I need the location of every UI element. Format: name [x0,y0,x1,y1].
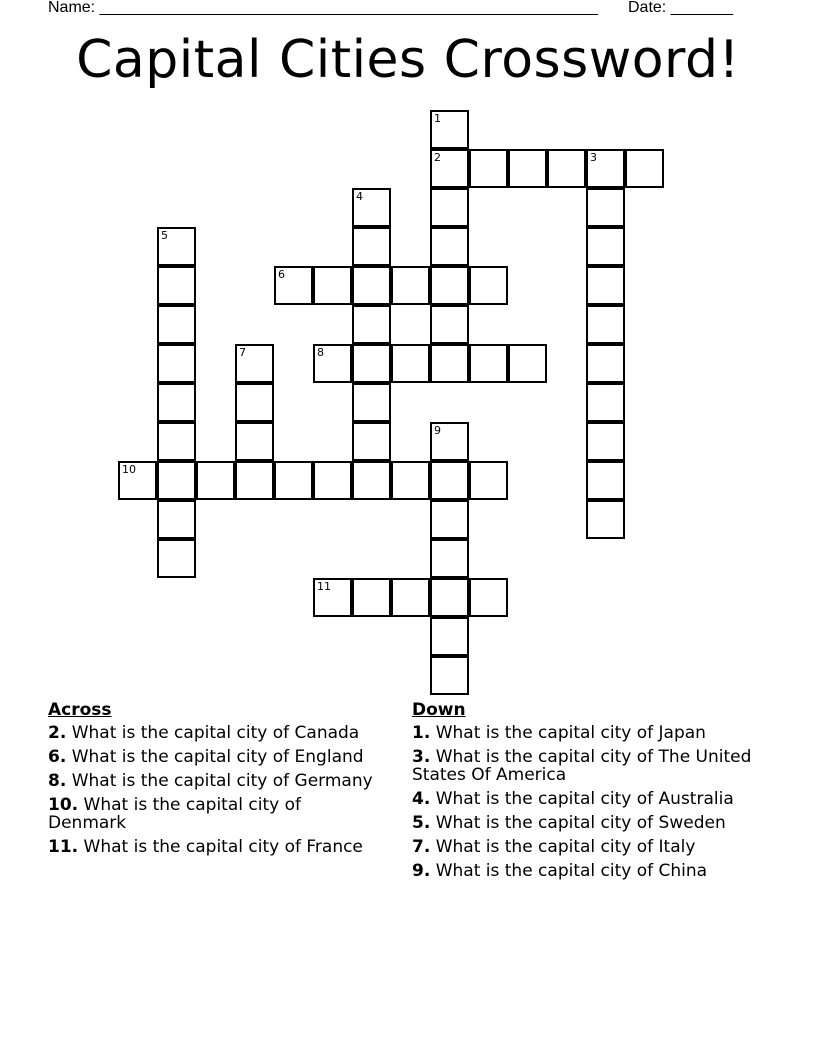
clue-number: 8. [48,771,67,791]
clue-number: 3. [412,747,431,767]
crossword-cell[interactable] [430,344,469,383]
across-heading: Across [48,700,112,720]
crossword-cell[interactable] [430,227,469,266]
crossword-cell[interactable] [118,461,157,500]
crossword-cell[interactable] [157,500,196,539]
crossword-cell[interactable] [352,266,391,305]
down-clues [412,700,772,886]
crossword-cell[interactable] [157,344,196,383]
clue-number-label: 3 [590,151,597,164]
clue-text: What is the capital city of The United States Of America [412,747,752,785]
name-field-label[interactable]: Name: ________________________________________________________ [48,0,598,16]
clue-text: What is the capital city of France [83,837,363,857]
crossword-cell[interactable] [235,383,274,422]
crossword-cell[interactable] [157,461,196,500]
clue-number: 2. [48,723,67,743]
crossword-cell[interactable] [157,227,196,266]
crossword-cell[interactable] [469,578,508,617]
clue-number: 10. [48,795,79,815]
clue-down-4 [412,790,772,808]
clue-across-8 [48,772,378,790]
clue-number: 7. [412,837,431,857]
crossword-cell[interactable] [430,500,469,539]
crossword-cell[interactable] [430,305,469,344]
clue-across-2 [48,724,378,742]
crossword-cell[interactable] [430,110,469,149]
clue-across-10 [48,796,378,832]
date-field-label[interactable]: Date: _______ [628,0,733,16]
crossword-cell[interactable] [157,305,196,344]
crossword-cell[interactable] [157,266,196,305]
clue-number-label: 6 [278,268,285,281]
crossword-cell[interactable] [430,266,469,305]
clue-across-6 [48,748,378,766]
crossword-cell[interactable] [586,344,625,383]
crossword-cell[interactable] [430,656,469,695]
crossword-cell[interactable] [391,461,430,500]
clue-down-1 [412,724,772,742]
crossword-cell[interactable] [391,266,430,305]
crossword-cell[interactable] [625,149,664,188]
crossword-cell[interactable] [352,578,391,617]
crossword-cell[interactable] [352,344,391,383]
crossword-cell[interactable] [391,578,430,617]
crossword-cell[interactable] [430,461,469,500]
down-heading: Down [412,700,466,720]
crossword-cell[interactable] [235,344,274,383]
crossword-cell[interactable] [586,266,625,305]
crossword-cell[interactable] [430,617,469,656]
clue-number: 6. [48,747,67,767]
clue-text: What is the capital city of Denmark [48,795,301,833]
clue-down-9 [412,862,772,880]
crossword-cell[interactable] [352,305,391,344]
crossword-cell[interactable] [157,383,196,422]
crossword-cell[interactable] [235,422,274,461]
clue-number-label: 7 [239,346,246,359]
crossword-cell[interactable] [274,266,313,305]
crossword-cell[interactable] [352,227,391,266]
clue-text: What is the capital city of Sweden [435,813,726,833]
clue-text: What is the capital city of China [435,861,708,881]
clue-number: 11. [48,837,79,857]
crossword-cell[interactable] [586,188,625,227]
crossword-cell[interactable] [586,461,625,500]
crossword-cell[interactable] [157,422,196,461]
crossword-cell[interactable] [313,578,352,617]
clue-text: What is the capital city of Japan [435,723,706,743]
clue-number: 4. [412,789,431,809]
crossword-cell[interactable] [430,149,469,188]
crossword-cell[interactable] [430,422,469,461]
crossword-cell[interactable] [586,227,625,266]
clue-text: What is the capital city of Australia [435,789,734,809]
clue-text: What is the capital city of England [71,747,364,767]
crossword-cell[interactable] [430,578,469,617]
crossword-cell[interactable] [352,383,391,422]
crossword-cell[interactable] [586,422,625,461]
crossword-cell[interactable] [430,188,469,227]
crossword-cell[interactable] [274,461,313,500]
crossword-cell[interactable] [235,461,274,500]
clue-down-7 [412,838,772,856]
page-title: Capital Cities Crossword! [76,30,740,90]
crossword-cell[interactable] [352,188,391,227]
clue-number-label: 11 [317,580,331,593]
crossword-cell[interactable] [430,539,469,578]
clue-number: 9. [412,861,431,881]
crossword-cell[interactable] [586,500,625,539]
clue-number-label: 5 [161,229,168,242]
clue-down-5 [412,814,772,832]
crossword-cell[interactable] [313,266,352,305]
crossword-cell[interactable] [391,344,430,383]
crossword-cell[interactable] [469,149,508,188]
crossword-cell[interactable] [508,344,547,383]
crossword-cell[interactable] [469,266,508,305]
crossword-cell[interactable] [352,422,391,461]
clue-text: What is the capital city of Germany [71,771,373,791]
crossword-cell[interactable] [586,149,625,188]
clue-number: 1. [412,723,431,743]
across-clues [48,700,378,862]
clue-down-3 [412,748,772,784]
clue-across-11 [48,838,378,856]
clue-number-label: 1 [434,112,441,125]
crossword-cell[interactable] [196,461,235,500]
clue-text: What is the capital city of Italy [435,837,696,857]
crossword-cell[interactable] [586,305,625,344]
clue-number-label: 2 [434,151,441,164]
clue-number-label: 8 [317,346,324,359]
crossword-cell[interactable] [352,461,391,500]
clue-number: 5. [412,813,431,833]
clue-number-label: 9 [434,424,441,437]
crossword-cell[interactable] [313,461,352,500]
clue-text: What is the capital city of Canada [71,723,360,743]
clue-number-label: 4 [356,190,363,203]
clue-number-label: 10 [122,463,136,476]
crossword-cell[interactable] [586,383,625,422]
crossword-cell[interactable] [508,149,547,188]
crossword-cell[interactable] [469,461,508,500]
crossword-cell[interactable] [157,539,196,578]
crossword-cell[interactable] [313,344,352,383]
crossword-cell[interactable] [547,149,586,188]
crossword-cell[interactable] [469,344,508,383]
